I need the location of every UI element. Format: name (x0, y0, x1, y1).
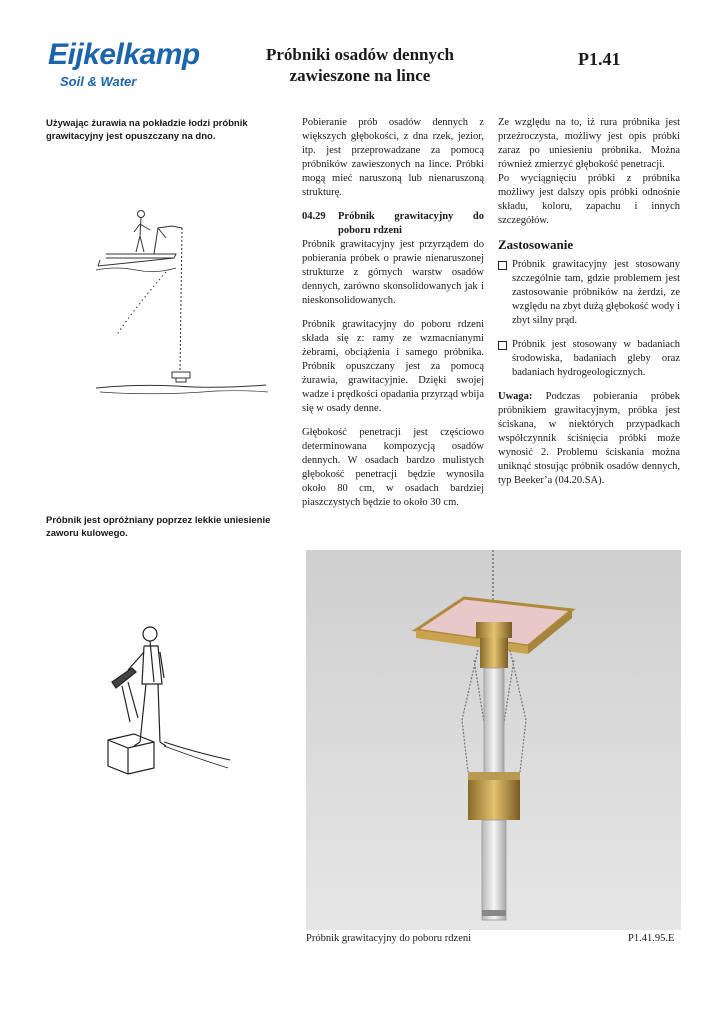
document-code: P1.41.95.E (628, 933, 675, 944)
description-paragraph-2: Próbnik grawitacyjny do poboru rdzeni składa się z: ramy ze wzmacnianymi żebrami, obciążenia i samego próbnika. Próbnik opuszczany jest za pomocą żurawia, grawitacyjnie. Dzięki swojej wadze i prędkości opadania przyrząd wbija się w osady denne. (302, 319, 484, 414)
photo-caption: Próbnik grawitacyjny do poboru rdzeni (306, 933, 472, 944)
checkbox-bullet-icon (498, 341, 507, 350)
right-column (498, 116, 680, 498)
emptying-sampler-illustration (104, 622, 244, 782)
description-paragraph-1: Próbnik grawitacyjny jest przyrządem do pobierania próbek o prawie nienaruszonej strukturze z górnych warstw osadów dennych, zarówno skonsolidowanych jak i nieskonsolidowanych. (302, 239, 484, 306)
application-bullet (498, 258, 680, 328)
company-logo: Eijkelkamp (48, 38, 200, 71)
bullet-text: Próbnik grawitacyjny jest stosowany szczególnie tam, gdzie problemem jest zastosowanie próbników na żerdzi, ze względu na zbyt dużą głębokość wody i zbyt silny prąd. (512, 259, 680, 326)
intro-paragraph: Pobieranie prób osadów dennych z większych głębokości, z dna rzek, jezior, itp. jest przeprowadzane za pomocą próbników zawieszonych na lince. Próbki mogą mieć naruszoną lub nienaruszoną strukturę. (302, 117, 484, 198)
note-paragraph (498, 390, 680, 488)
right-paragraph-2: Po wyciągnięciu próbki z próbnika możliwy jest dalszy opis próbki odnośnie składu, koloru, zapachu i innych szczegółów. (498, 173, 680, 226)
product-subheading (302, 210, 484, 238)
description-paragraph-3: Głębokość penetracji jest częściowo determinowana kompozycją osadów dennych. W osadach bardzo mulistych głębokość penetracji będzie wynosiła około 80 cm, w osadach bardziej piaszczystych będzie to około 30 cm. (302, 427, 484, 508)
title-line-1: Próbniki osadów dennych (266, 45, 454, 64)
page-title (240, 44, 480, 86)
illustration-caption-emptying: Próbnik jest opróżniany poprzez lekkie uniesienie zaworu kulowego. (46, 515, 271, 539)
bullet-text: Próbnik jest stosowany w badaniach środowiska, badaniach gleby oraz badaniach hydrogeologicznych. (512, 339, 680, 378)
product-code: P1.41 (578, 49, 621, 69)
boat-crane-illustration (96, 196, 276, 416)
section-heading-application: Zastosowanie (498, 237, 574, 252)
right-paragraph-1: Ze względu na to, iż rura próbnika jest przeźroczysta, możliwy jest opis próbki zaraz po uniesieniu próbnika. Można również zmierzyć głębokość penetracji. (498, 117, 680, 170)
product-photo (306, 550, 681, 930)
product-number: 04.29 (302, 211, 326, 222)
gravity-corer-photo (306, 550, 681, 930)
illustration-caption-boat: Używając żurawia na pokładzie łodzi próbnik grawitacyjny jest opuszczany na dno. (46, 118, 248, 142)
middle-column (302, 116, 484, 520)
title-line-2: zawieszone na lince (289, 66, 431, 85)
checkbox-bullet-icon (498, 261, 507, 270)
company-logo-tagline: Soil & Water (60, 74, 137, 89)
product-name: Próbnik grawitacyjny do poboru rdzeni (338, 211, 484, 236)
note-label: Uwaga: (498, 391, 533, 402)
application-bullet (498, 338, 680, 380)
note-text: Podczas pobierania próbek próbnikiem grawitacyjnym, próbka jest ściskana, w niektórych przypadkach współczynnik ściśnięcia próbki może wynosić 2. Problemu ściskania można uniknąć stosując próbnik osadów dennych, typ Beeker’a (04.20.SA). (498, 391, 680, 486)
